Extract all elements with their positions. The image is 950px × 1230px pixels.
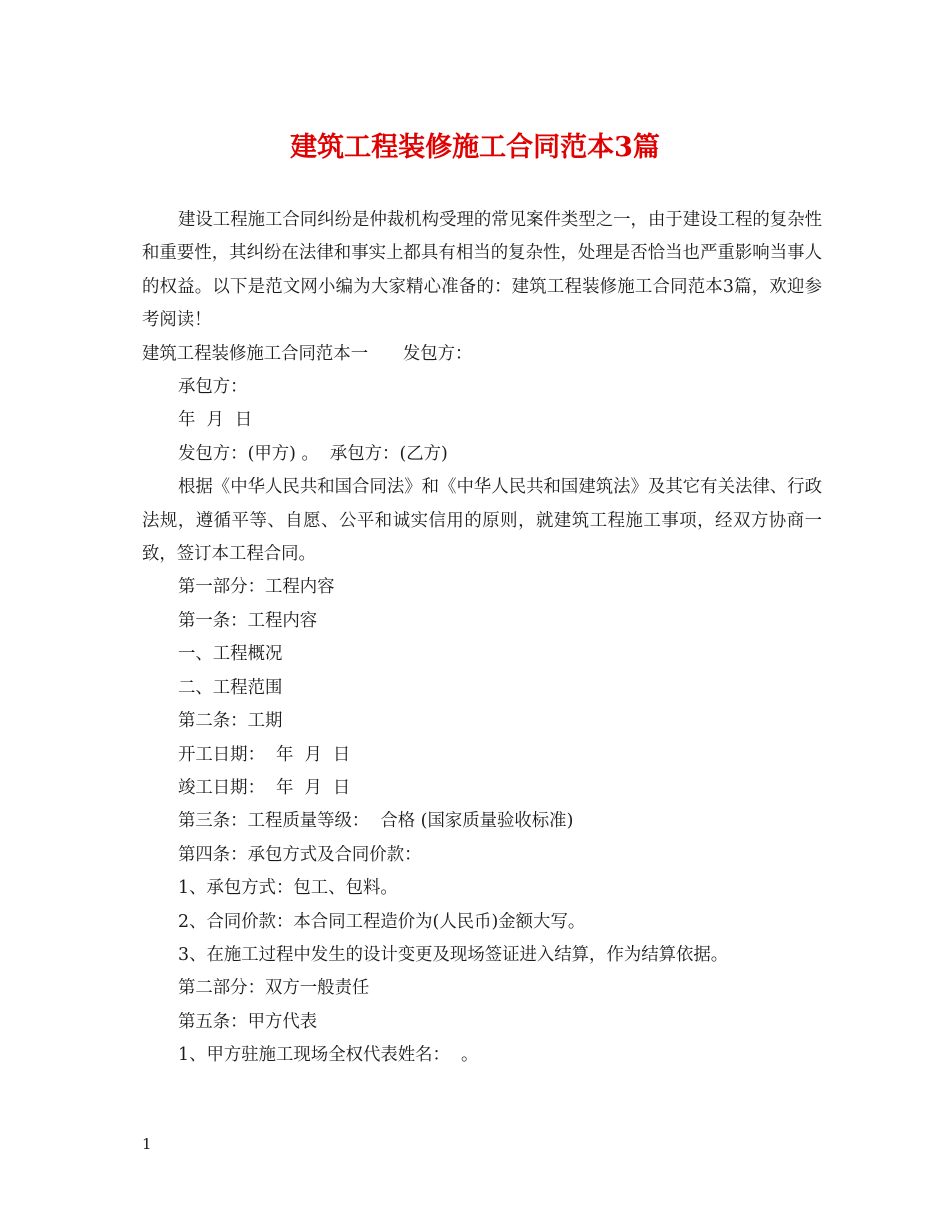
document-body <box>142 204 822 1073</box>
clause-lines <box>142 571 822 1072</box>
text-line: 第五条：甲方代表 <box>178 1011 318 1032</box>
text-line: 第一条：工程内容 <box>178 610 318 631</box>
text-line: 第二部分：双方一般责任 <box>178 978 370 999</box>
text-line: 承包方： <box>178 377 248 398</box>
text-line: 第四条：承包方式及合同价款： <box>178 844 422 865</box>
contract-heading-line: 建筑工程装修施工合同范本一 发包方： <box>142 343 473 364</box>
text-line: 竣工日期： 年 月 日 <box>178 777 351 798</box>
document-title: 建筑工程装修施工合同范本3篇 <box>290 132 660 163</box>
text-line: 第三条：工程质量等级： 合格 (国家质量验收标准) <box>178 811 574 832</box>
page-number: 1 <box>142 1135 152 1153</box>
text-line: 1、甲方驻施工现场全权代表姓名： 。 <box>178 1045 479 1066</box>
basis-paragraph: 根据《中华人民共和国合同法》和《中华人民共和国建筑法》及其它有关法律、行政法规，遵循平等、自愿、公平和诚实信用的原则，就建筑工程施工事项，经双方协商一致，签订本工程合同。 <box>142 477 822 565</box>
text-line: 3、在施工过程中发生的设计变更及现场签证进入结算，作为结算依据。 <box>178 944 729 965</box>
intro-paragraph: 建设工程施工合同纠纷是仲裁机构受理的常见案件类型之一，由于建设工程的复杂性和重要性，其纠纷在法律和事实上都具有相当的复杂性，处理是否恰当也严重影响当事人的权益。以下是范文网小编为大家精心准备的：建筑工程装修施工合同范本3篇，欢迎参考阅读！ <box>142 210 822 331</box>
text-line: 2、合同价款：本合同工程造价为(人民币)金额大写。 <box>178 911 586 932</box>
text-line: 发包方：(甲方) 。 承包方：(乙方) <box>178 443 448 464</box>
text-line: 第二条：工期 <box>178 711 283 732</box>
text-line: 开工日期： 年 月 日 <box>178 744 351 765</box>
text-line: 第一部分：工程内容 <box>178 577 335 598</box>
text-line: 1、承包方式：包工、包料。 <box>178 878 398 899</box>
text-line: 一、工程概况 <box>178 644 283 665</box>
text-line: 二、工程范围 <box>178 677 283 698</box>
party-lines <box>142 371 822 471</box>
text-line: 年 月 日 <box>178 410 253 431</box>
